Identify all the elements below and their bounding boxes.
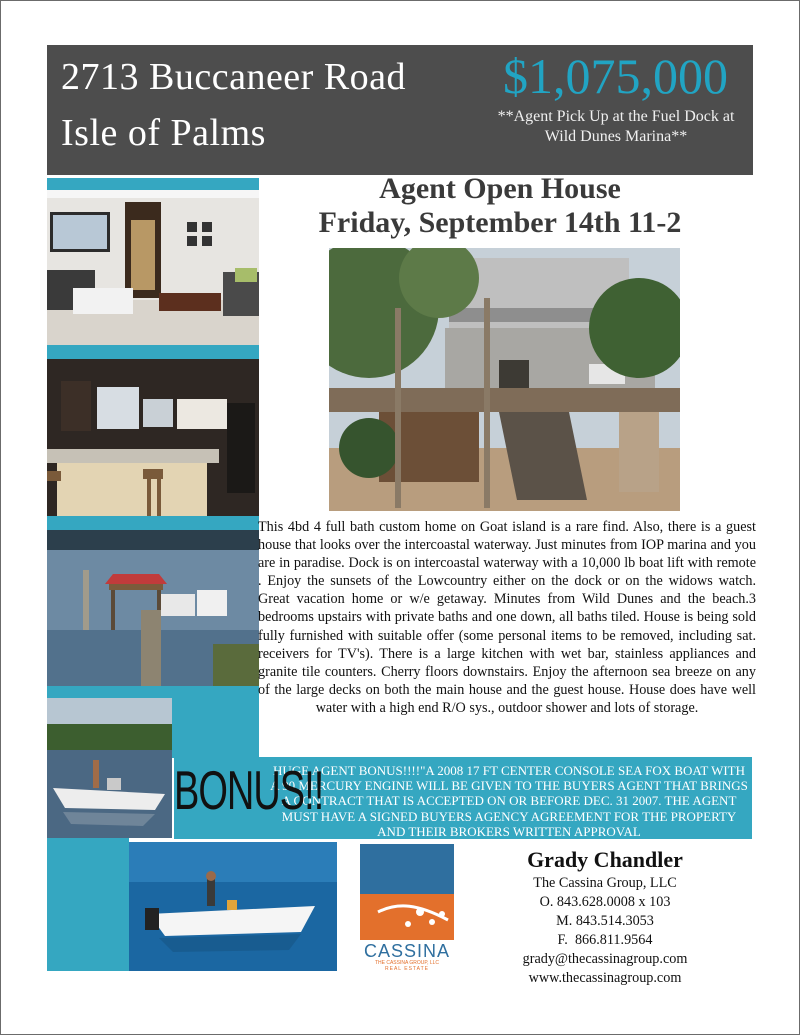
mobile-phone: M. 843.514.3053 (556, 913, 654, 929)
teal-block-left-3 (47, 686, 259, 698)
agent-name: Grady Chandler (527, 847, 683, 872)
kitchen-photo (47, 359, 259, 516)
teal-block-left-1 (47, 345, 259, 359)
teal-block-top (47, 178, 259, 190)
address-line1: 2713 Buccaneer Road (61, 56, 407, 98)
fax-number: F. 866.811.9564 (557, 932, 653, 948)
logo-tagline: THE CASSINA GROUP, LLC (374, 960, 440, 966)
dock-photo (47, 530, 259, 686)
pickup-note: **Agent Pick Up at the Fuel Dock at Wild Dunes Marina** (497, 108, 735, 145)
open-house-date: Friday, September 14th 11-2 (318, 206, 682, 239)
open-house-title: Agent Open House (379, 172, 621, 205)
agent-email[interactable]: grady@thecassinagroup.com (522, 951, 688, 967)
teal-block-left-4 (172, 698, 259, 758)
boat-photo-large (129, 842, 337, 971)
teal-block-bottom-left (47, 838, 129, 971)
agent-website[interactable]: www.thecassinagroup.com (528, 970, 682, 986)
address-line2: Isle of Palms (61, 112, 266, 154)
boat-photo-small (47, 698, 172, 838)
teal-block-left-2 (47, 516, 259, 530)
agent-company: The Cassina Group, LLC (533, 875, 677, 891)
bonus-label: BONUS!! (174, 761, 324, 822)
cassina-logo (358, 842, 456, 972)
house-photo (329, 248, 680, 511)
agent-contact (480, 846, 730, 988)
living-room-photo (47, 190, 259, 345)
office-phone: O. 843.628.0008 x 103 (539, 894, 671, 910)
logo-subline: REAL ESTATE (385, 966, 429, 972)
price: $1,075,000 (503, 48, 728, 104)
header-banner (47, 45, 753, 175)
bonus-text: HUGE AGENT BONUS!!!!"A 2008 17 FT CENTER CONSOLE SEA FOX BOAT WITH A 90 MERCURY ENGINE WILL BE GIVEN TO THE BUYERS AGENT THAT BRINGS A CONTRACT THAT IS ACCEPTED ON OR BEFORE DEC. 31 2007. THE AGENT MUST HAVE A SIGNED BUYERS AGENCY AGREEMENT FOR THE PROPERTY AND THEIR BROKERS WRITTEN APPROVAL (270, 763, 748, 839)
property-description: This 4bd 4 full bath custom home on Goat island is a rare find. Also, there is a guest house that looks over the intercoastal waterway. Just minutes from IOP marina and you are in paradise. Dock is on intercoastal waterway with a 10,000 lb boat lift with remote . Enjoy the sunsets of the Lowcountry either on the dock or on the widows watch. Great vacation home or w/e getaway. Minutes from Wild Dunes and the beach.3 bedrooms upstairs with private baths and one down, all baths tiled. House is being sold fully furnished with suitable offer (some personal items to be removed, including sat. receivers for TV's). There is a large kitchen with wet bar, stainless appliances and granite tile counters. Cherry floors downstairs. Enjoy the afternoon sea breeze on any of the large decks on both the main house and the guest house. House does have well water with a high end R/O sys., outdoor shower and lots of storage. (258, 519, 756, 716)
logo-name: CASSINA (363, 941, 451, 961)
